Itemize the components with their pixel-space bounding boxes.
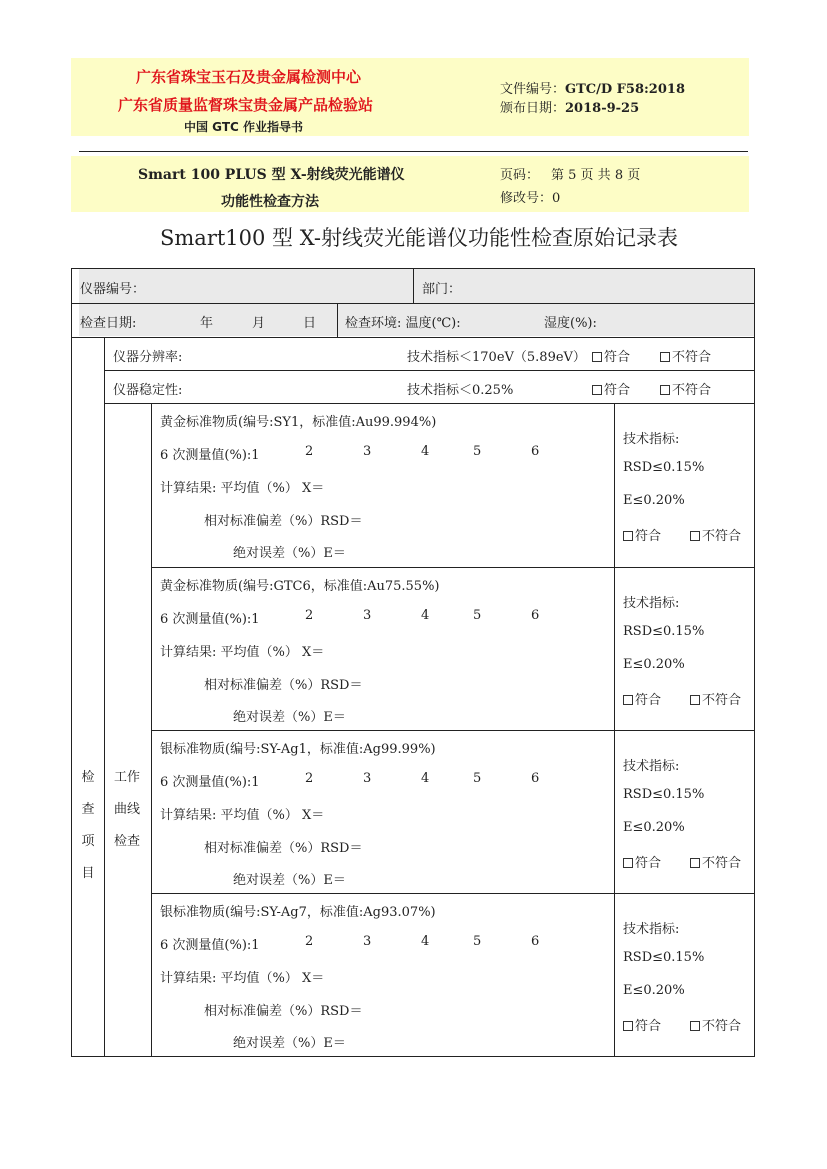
curve-check-line-1: 工作 (113, 770, 140, 785)
spec-label: 技术指标: (623, 596, 680, 611)
issue-date (500, 97, 639, 116)
checkbox-icon[interactable] (660, 352, 670, 362)
measure-index: 3 (363, 608, 372, 623)
measure-index: 5 (473, 608, 482, 623)
check-items-char-4: 目 (81, 866, 95, 881)
checkbox-icon[interactable] (623, 1021, 633, 1031)
checkbox-icon[interactable] (623, 858, 633, 868)
calc-abs-error: 绝对误差（%）E＝ (233, 710, 346, 725)
checkbox-icon[interactable] (623, 531, 633, 541)
org-name-1: 广东省珠宝玉石及贵金属检测中心 (136, 68, 362, 86)
page-title: Smart100 型 X-射线荧光能谱仪功能性检查原始记录表 (160, 226, 679, 250)
conform-option[interactable]: 符合 (623, 525, 661, 544)
humidity-label: 湿度(%): (544, 316, 597, 331)
calc-rsd: 相对标准偏差（%）RSD＝ (204, 1004, 363, 1019)
measure-index: 6 (531, 608, 540, 623)
spec-rsd: RSD≤0.15% (623, 950, 705, 965)
calc-mean: 计算结果: 平均值（%） X＝ (160, 645, 325, 660)
measure-index: 4 (421, 444, 430, 459)
resolution-label: 仪器分辨率: (113, 350, 183, 365)
resolution-spec: 技术指标＜170eV（5.89eV） (407, 350, 586, 365)
measure-index: 5 (473, 444, 482, 459)
year-label: 年 (200, 316, 214, 331)
measure-index: 3 (363, 444, 372, 459)
org-name-3: 中国 GTC 作业指导书 (184, 120, 303, 134)
measure-index: 5 (473, 934, 482, 949)
measure-index: 2 (305, 444, 314, 459)
doc-number-value: GTC/D F58:2018 (565, 82, 685, 97)
method-title-1: Smart 100 PLUS 型 X-射线荧光能谱仪 (138, 167, 405, 183)
page-label: 页码： (500, 168, 540, 183)
measure-index: 6 (531, 934, 540, 949)
calc-abs-error: 绝对误差（%）E＝ (233, 1036, 346, 1051)
spec-rsd: RSD≤0.15% (623, 624, 705, 639)
measure-index: 3 (363, 771, 372, 786)
measure-index: 2 (305, 608, 314, 623)
conform-option[interactable]: 符合 (623, 1015, 661, 1034)
stability-label: 仪器稳定性: (113, 383, 183, 398)
check-items-char-1: 检 (81, 770, 95, 785)
measure-index: 3 (363, 934, 372, 949)
measure-index: 5 (473, 771, 482, 786)
calc-mean: 计算结果: 平均值（%） X＝ (160, 481, 325, 496)
measure-index: 6 (531, 771, 540, 786)
checkbox-icon[interactable] (690, 858, 700, 868)
measure-label: 6 次测量值(%):1 (160, 775, 260, 790)
stability-nonconform[interactable]: 不符合 (660, 379, 711, 398)
conform-option[interactable]: 符合 (623, 852, 661, 871)
doc-number (500, 78, 685, 97)
revision-value: 0 (552, 191, 561, 206)
curve-check-label (112, 762, 142, 858)
spec-label: 技术指标: (623, 922, 680, 937)
doc-number-label: 文件编号： (500, 82, 566, 97)
check-items-char-2: 查 (81, 802, 95, 817)
measure-index: 4 (421, 771, 430, 786)
check-items-char-3: 项 (81, 834, 95, 849)
spec-rsd: RSD≤0.15% (623, 460, 705, 475)
spec-rsd: RSD≤0.15% (623, 787, 705, 802)
measure-label: 6 次测量值(%):1 (160, 612, 260, 627)
spec-e: E≤0.20% (623, 657, 685, 672)
header-divider (79, 151, 748, 152)
nonconform-option[interactable]: 不符合 (690, 689, 741, 708)
block-title: 黄金标准物质(编号:SY1，标准值:Au99.994%) (160, 415, 437, 430)
nonconform-option[interactable]: 不符合 (690, 852, 741, 871)
calc-mean: 计算结果: 平均值（%） X＝ (160, 971, 325, 986)
measure-index: 2 (305, 771, 314, 786)
check-items-label (73, 762, 103, 890)
page-value: 第 5 页 共 8 页 (551, 168, 641, 183)
checkbox-icon[interactable] (592, 385, 602, 395)
checkbox-icon[interactable] (592, 352, 602, 362)
issue-date-label: 颁布日期： (500, 101, 566, 116)
measure-index: 2 (305, 934, 314, 949)
calc-rsd: 相对标准偏差（%）RSD＝ (204, 678, 363, 693)
instrument-no-label: 仪器编号： (80, 282, 146, 297)
spec-e: E≤0.20% (623, 493, 685, 508)
calc-rsd: 相对标准偏差（%）RSD＝ (204, 841, 363, 856)
spec-e: E≤0.20% (623, 983, 685, 998)
month-label: 月 (252, 316, 266, 331)
measure-index: 4 (421, 934, 430, 949)
curve-check-line-3: 检查 (113, 834, 140, 849)
curve-check-line-2: 曲线 (113, 802, 140, 817)
calc-abs-error: 绝对误差（%）E＝ (233, 873, 346, 888)
checkbox-icon[interactable] (690, 531, 700, 541)
conform-option[interactable]: 符合 (623, 689, 661, 708)
checkbox-icon[interactable] (690, 695, 700, 705)
day-label: 日 (303, 316, 317, 331)
measure-label: 6 次测量值(%):1 (160, 448, 260, 463)
measure-index: 4 (421, 608, 430, 623)
measure-label: 6 次测量值(%):1 (160, 938, 260, 953)
resolution-conform[interactable]: 符合 (592, 346, 630, 365)
org-name-2: 广东省质量监督珠宝贵金属产品检验站 (118, 96, 374, 114)
calc-mean: 计算结果: 平均值（%） X＝ (160, 808, 325, 823)
spec-e: E≤0.20% (623, 820, 685, 835)
resolution-nonconform[interactable]: 不符合 (660, 346, 711, 365)
block-title: 银标准物质(编号:SY-Ag7，标准值:Ag93.07%) (160, 905, 436, 920)
stability-conform[interactable]: 符合 (592, 379, 630, 398)
measure-index: 6 (531, 444, 540, 459)
block-title: 银标准物质(编号:SY-Ag1，标准值:Ag99.99%) (160, 742, 436, 757)
calc-rsd: 相对标准偏差（%）RSD＝ (204, 514, 363, 529)
spec-label: 技术指标: (623, 432, 680, 447)
stability-spec: 技术指标＜0.25% (407, 383, 514, 398)
revision-label: 修改号： (500, 191, 553, 206)
nonconform-option[interactable]: 不符合 (690, 525, 741, 544)
checkbox-icon[interactable] (623, 695, 633, 705)
block-title: 黄金标准物质(编号:GTC6，标准值:Au75.55%) (160, 579, 440, 594)
spec-label: 技术指标: (623, 759, 680, 774)
department-label: 部门： (422, 282, 462, 297)
method-title-2: 功能性检查方法 (221, 194, 319, 210)
checkbox-icon[interactable] (690, 1021, 700, 1031)
revision-info (500, 187, 560, 206)
checkbox-icon[interactable] (660, 385, 670, 395)
issue-date-value: 2018-9-25 (565, 101, 640, 116)
page-info (500, 164, 640, 183)
nonconform-option[interactable]: 不符合 (690, 1015, 741, 1034)
calc-abs-error: 绝对误差（%）E＝ (233, 546, 346, 561)
environment-label: 检查环境: 温度(℃): (345, 316, 461, 331)
check-date-label: 检查日期: (80, 316, 137, 331)
